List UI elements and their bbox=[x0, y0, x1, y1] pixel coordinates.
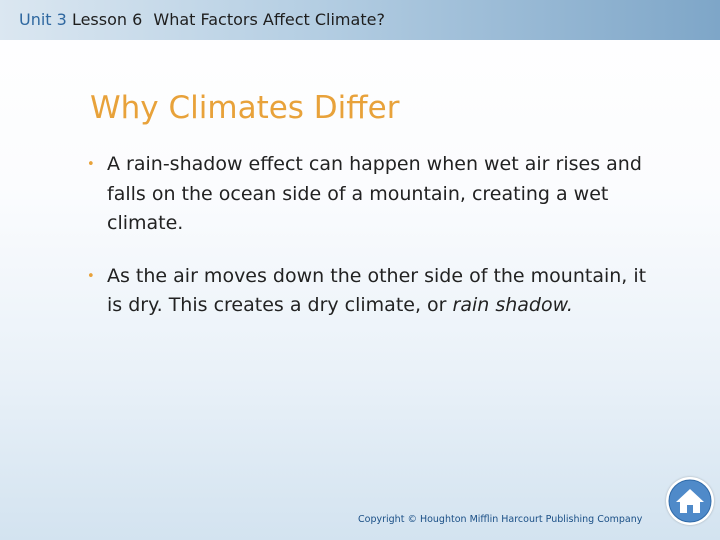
bullet-list bbox=[87, 150, 667, 344]
bullet-text: A rain-shadow effect can happen when wet air rises and falls on the ocean side of a mountain, creating a wet climate. bbox=[107, 153, 642, 234]
slide-title: Why Climates Differ bbox=[90, 90, 400, 126]
header-bar bbox=[0, 0, 720, 40]
home-icon bbox=[666, 477, 714, 525]
header-text bbox=[19, 10, 385, 30]
bullet-item bbox=[87, 150, 667, 239]
bullet-text: As the air moves down the other side of the mountain, it is dry. This creates a dry climate, or bbox=[107, 264, 647, 316]
copyright-notice: Copyright © Houghton Mifflin Harcourt Publishing Company bbox=[358, 514, 643, 525]
bullet-dot-icon: • bbox=[87, 268, 95, 284]
lesson-label: Lesson 6 bbox=[71, 10, 143, 29]
bullet-dot-icon: • bbox=[87, 157, 95, 172]
home-button[interactable] bbox=[666, 477, 714, 525]
bullet-item bbox=[87, 262, 667, 321]
bullet-term: rain shadow. bbox=[452, 294, 573, 316]
unit-label: Unit 3 bbox=[19, 10, 67, 29]
lesson-title: What Factors Affect Climate? bbox=[153, 10, 385, 29]
